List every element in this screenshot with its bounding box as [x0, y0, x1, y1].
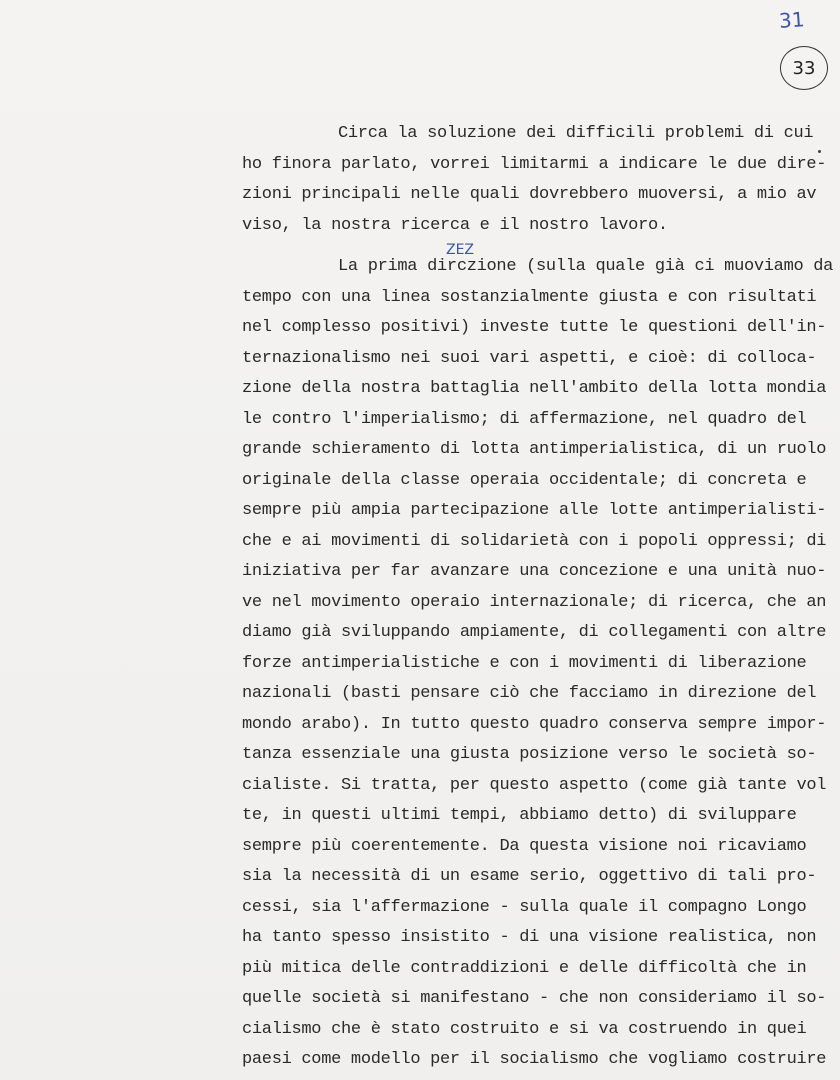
text-line: iniziativa per far avanzare una concezione e una unità nuo- [242, 562, 827, 581]
text-line: paesi come modello per il socialismo che vogliamo costruire [242, 1050, 827, 1069]
text-line: La prima dirczione (sulla quale già ci muoviamo da [338, 257, 834, 276]
text-line: viso, la nostra ricerca e il nostro lavoro. [242, 215, 668, 235]
text-line: originale della classe operaia occidentale; di concreta e [242, 470, 807, 490]
text-line: zioni principali nelle quali dovrebbero muoversi, a mio av [242, 185, 817, 204]
text-line: sempre più coerentemente. Da questa visione noi ricaviamo [242, 836, 807, 856]
body-text [242, 119, 832, 1076]
text-line: ho finora parlato, vorrei limitarmi a indicare le due dire- [242, 154, 827, 174]
text-line: che e ai movimenti di solidarietà con i popoli oppressi; di [242, 531, 827, 551]
text-line: ha tanto spesso insistito - di una visione realistica, non [242, 928, 817, 947]
text-line: zione della nostra battaglia nell'ambito della lotta mondia [242, 379, 827, 398]
handwritten-annotation: ZEZ [446, 242, 475, 258]
text-line: forze antimperialistiche e con i movimenti di liberazione [242, 653, 807, 673]
page-number-circled-text: 33 [792, 57, 816, 79]
text-line: cialismo che è stato costruito e si va costruendo in quei [242, 1019, 807, 1039]
text-line: tempo con una linea sostanzialmente giusta e con risultati [242, 287, 817, 307]
text-line: più mitica delle contraddizioni e delle difficoltà che in [242, 958, 807, 978]
paragraph-2 [242, 252, 832, 1076]
text-line: sia la necessità di un esame serio, oggettivo di tali pro- [242, 867, 817, 886]
text-line: cialiste. Si tratta, per questo aspetto (come già tante vol [242, 775, 827, 795]
text-line: nazionali (basti pensare ciò che facciamo in direzione del [242, 684, 817, 703]
page-number-circled [780, 46, 828, 90]
text-line: nel complesso positivi) investe tutte le questioni dell'in- [242, 318, 827, 337]
text-line: quelle società si manifestano - che non consideriamo il so- [242, 989, 827, 1008]
text-line: ternazionalismo nei suoi vari aspetti, e cioè: di colloca- [242, 348, 817, 368]
text-line: tanza essenziale una giusta posizione verso le società so- [242, 745, 817, 764]
text-line: Circa la soluzione dei difficili problemi di cui [338, 124, 814, 143]
text-line: grande schieramento di lotta antimperialistica, di un ruolo [242, 440, 827, 459]
page-number-handwritten: 31 [777, 7, 805, 33]
text-line: diamo già sviluppando ampiamente, di collegamenti con altre [242, 623, 827, 642]
paragraph-1 [242, 119, 832, 241]
text-line: le contro l'imperialismo; di affermazione, nel quadro del [242, 409, 807, 429]
text-line: sempre più ampia partecipazione alle lotte antimperialisti- [242, 501, 827, 520]
text-line: mondo arabo). In tutto questo quadro conserva sempre impor- [242, 714, 827, 734]
text-line: cessi, sia l'affermazione - sulla quale il compagno Longo [242, 897, 807, 917]
text-line: ve nel movimento operaio internazionale; di ricerca, che an [242, 592, 827, 612]
text-line: te, in questi ultimi tempi, abbiamo detto) di sviluppare [242, 806, 797, 825]
